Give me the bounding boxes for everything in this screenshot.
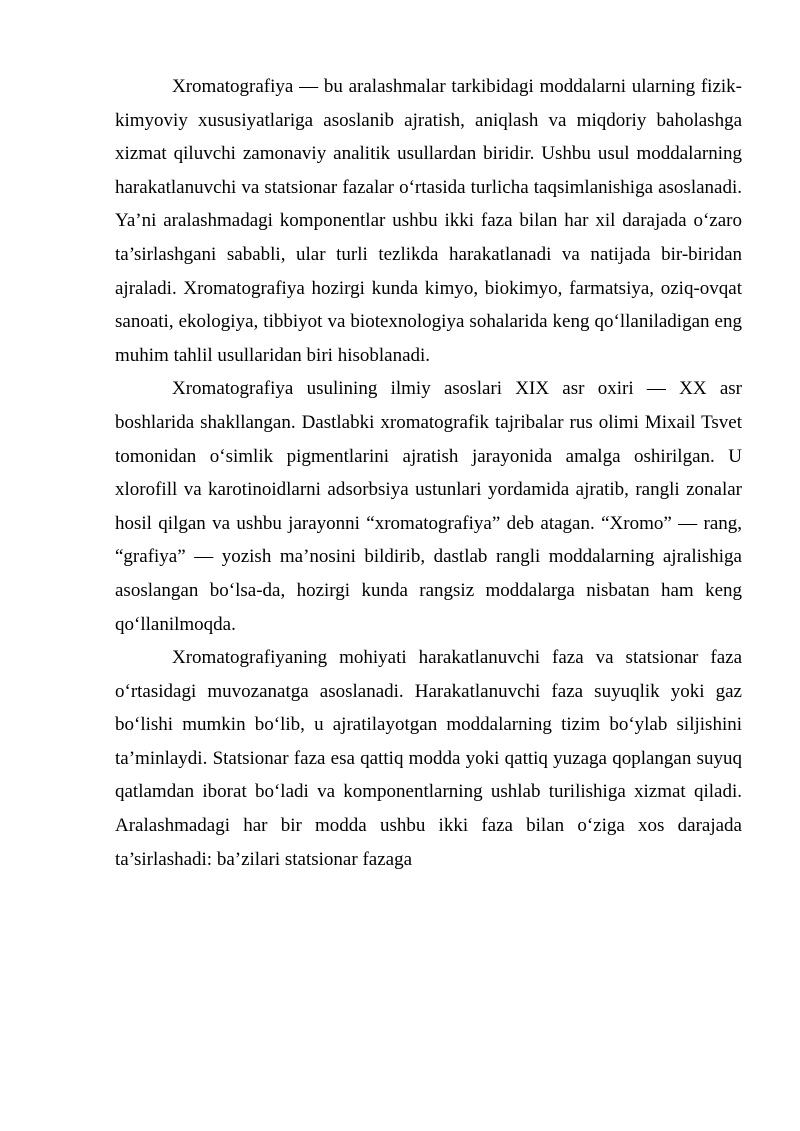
- paragraph-2: Xromatografiya usulining ilmiy asoslari XIX asr oxiri — XX asr boshlarida shakllangan. Dastlabki xromatografik tajribalar rus olimi Mixail Tsvet tomonidan o‘simlik pigmentlarini ajratish jarayonida amalga oshirilgan. U xlorofill va karotinoidlarni adsorbsiya ustunlari yordamida ajratib, rangli zonalar hosil qilgan va ushbu jarayonni “xromatografiya” deb atagan. “Xromo” — rang, “grafiya” — yozish ma’nosini bildirib, dastlab rangli moddalarning ajralishiga asoslangan bo‘lsa-da, hozirgi kunda rangsiz moddalarga nisbatan ham keng qo‘llanilmoqda.: [115, 378, 742, 635]
- document-page: [115, 70, 742, 876]
- paragraph-3: Xromatografiyaning mohiyati harakatlanuvchi faza va statsionar faza o‘rtasidagi muvozanatga asoslanadi. Harakatlanuvchi faza suyuqlik yoki gaz bo‘lishi mumkin bo‘lib, u ajratilayotgan moddalarning tizim bo‘ylab siljishini ta’minlaydi. Statsionar faza esa qattiq modda yoki qattiq yuzaga qoplangan suyuq qatlamdan iborat bo‘ladi va komponentlarning ushlab turilishiga xizmat qiladi. Aralashmadagi har bir modda ushbu ikki faza bilan o‘ziga xos darajada ta’sirlashadi: ba’zilari statsionar fazaga: [115, 647, 742, 870]
- paragraph-1: Xromatografiya — bu aralashmalar tarkibidagi moddalarni ularning fizik-kimyoviy xususiyatlariga asoslanib ajratish, aniqlash va miqdoriy baholashga xizmat qiluvchi zamonaviy analitik usullardan biridir. Ushbu usul moddalarning harakatlanuvchi va statsionar fazalar o‘rtasida turlicha taqsimlanishiga asoslanadi. Ya’ni aralashmadagi komponentlar ushbu ikki faza bilan har xil darajada o‘zaro ta’sirlashgani sababli, ular turli tezlikda harakatlanadi va natijada bir-biridan ajraladi. Xromatografiya hozirgi kunda kimyo, biokimyo, farmatsiya, oziq-ovqat sanoati, ekologiya, tibbiyot va biotexnologiya sohalarida keng qo‘llaniladigan eng muhim tahlil usullaridan biri hisoblanadi.: [115, 76, 742, 366]
